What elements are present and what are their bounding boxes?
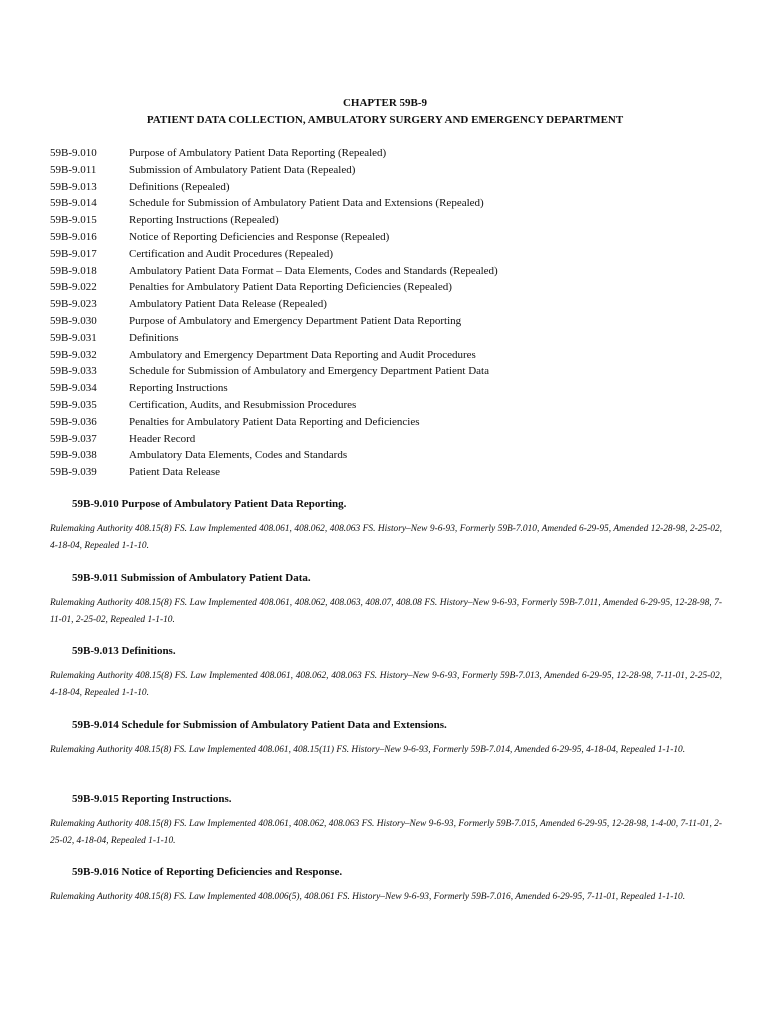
rule-history: Rulemaking Authority 408.15(8) FS. Law Implemented 408.061, 408.062, 408.063, 408.07, 408.08 FS. History–New 9-6-93, Formerly 59B-7.011, Amended 6-29-95, 12-28-98, 7-11-01, 2-25-02, Repealed 1-1-10.: [50, 598, 722, 625]
toc-row: [50, 363, 740, 380]
rule-heading: 59B-9.015 Reporting Instructions.: [72, 793, 232, 805]
toc-rule-title: Ambulatory Data Elements, Codes and Standards: [129, 449, 348, 462]
toc-rule-number: 59B-9.014: [50, 197, 97, 210]
toc-row: [50, 263, 740, 280]
toc-rule-number: 59B-9.016: [50, 230, 97, 243]
toc-rule-title: Definitions (Repealed): [129, 180, 230, 193]
toc-rule-title: Header Record: [129, 432, 196, 445]
toc-rule-number: 59B-9.033: [50, 365, 97, 378]
toc-rule-title: Definitions: [129, 331, 179, 344]
toc-row: [50, 347, 740, 364]
toc-row: [50, 330, 740, 347]
toc-rule-number: 59B-9.018: [50, 264, 97, 277]
toc-rule-number: 59B-9.034: [50, 382, 97, 395]
toc-rule-title: Purpose of Ambulatory Patient Data Reporting (Repealed): [129, 147, 387, 159]
rule-section: [50, 792, 722, 850]
rule-section: [50, 571, 722, 629]
toc-rule-number: 59B-9.039: [50, 466, 97, 479]
toc-row: [50, 229, 740, 246]
toc-rule-title: Schedule for Submission of Ambulatory and Emergency Department Patient Data: [129, 365, 489, 378]
chapter-title: CHAPTER 59B-9: [342, 97, 428, 109]
rule-heading: 59B-9.016 Notice of Reporting Deficiencies and Response.: [72, 866, 343, 878]
toc-rule-number: 59B-9.017: [50, 247, 97, 260]
toc-rule-title: Ambulatory and Emergency Department Data Reporting and Audit Procedures: [129, 348, 476, 361]
toc-row: [50, 279, 740, 296]
toc-row: [50, 179, 740, 196]
toc-row: [50, 212, 740, 229]
toc-row: [50, 414, 740, 431]
rule-section: [50, 718, 722, 759]
toc-row: [50, 397, 740, 414]
toc-rule-number: 59B-9.035: [50, 398, 97, 411]
toc-rule-title: Ambulatory Patient Data Format – Data Elements, Codes and Standards (Repealed): [129, 264, 498, 277]
rule-section: [50, 497, 722, 555]
toc-rule-title: Patient Data Release: [129, 466, 221, 479]
toc-rule-title: Certification and Audit Procedures (Repealed): [129, 247, 334, 260]
rule-heading: 59B-9.013 Definitions.: [72, 645, 176, 657]
rule-section: [50, 644, 722, 702]
toc-rule-title: Penalties for Ambulatory Patient Data Reporting and Deficiencies: [129, 415, 420, 428]
toc-rule-number: 59B-9.011: [50, 163, 97, 176]
toc-rule-title: Ambulatory Patient Data Release (Repealed): [129, 298, 327, 311]
toc-rule-number: 59B-9.032: [50, 348, 97, 361]
toc-row: [50, 380, 740, 397]
toc-row: [50, 296, 740, 313]
toc-row: [50, 195, 740, 212]
toc-row: [50, 246, 740, 263]
toc-rule-number: 59B-9.031: [50, 331, 97, 344]
toc-rule-number: 59B-9.038: [50, 449, 97, 462]
table-of-contents: [50, 145, 740, 481]
toc-rule-number: 59B-9.013: [50, 180, 97, 193]
toc-rule-title: Schedule for Submission of Ambulatory Patient Data and Extensions (Repealed): [129, 197, 484, 210]
toc-rule-number: 59B-9.010: [50, 147, 97, 159]
rule-history: Rulemaking Authority 408.15(8) FS. Law Implemented 408.006(5), 408.061 FS. History–New 9-6-93, Formerly 59B-7.016, Amended 6-29-95, 7-11-01, Repealed 1-1-10.: [50, 892, 686, 902]
toc-row: [50, 162, 740, 179]
toc-row: [50, 464, 740, 481]
rule-heading: 59B-9.014 Schedule for Submission of Ambulatory Patient Data and Extensions.: [72, 719, 447, 731]
toc-rule-number: 59B-9.023: [50, 298, 97, 311]
rule-history: Rulemaking Authority 408.15(8) FS. Law Implemented 408.061, 408.15(11) FS. History–New 9-6-93, Formerly 59B-7.014, Amended 6-29-95, 4-18-04, Repealed 1-1-10.: [50, 745, 686, 755]
toc-rule-title: Purpose of Ambulatory and Emergency Department Patient Data Reporting: [129, 314, 462, 327]
rule-heading: 59B-9.010 Purpose of Ambulatory Patient Data Reporting.: [72, 498, 347, 510]
toc-rule-title: Submission of Ambulatory Patient Data (Repealed): [129, 163, 356, 176]
toc-rule-title: Reporting Instructions: [129, 382, 228, 395]
rule-history: Rulemaking Authority 408.15(8) FS. Law Implemented 408.061, 408.062, 408.063 FS. History–New 9-6-93, Formerly 59B-7.015, Amended 6-29-95, 12-28-98, 1-4-00, 7-11-01, 2-25-02, 4-18-04, Repealed 1-1-10.: [50, 819, 722, 846]
rule-history: Rulemaking Authority 408.15(8) FS. Law Implemented 408.061, 408.062, 408.063 FS. History–New 9-6-93, Formerly 59B-7.010, Amended 6-29-95, Amended 12-28-98, 2-25-02, 4-18-04, Repealed 1-1-10.: [50, 524, 722, 551]
toc-row: [50, 447, 740, 464]
toc-rule-title: Reporting Instructions (Repealed): [129, 214, 279, 227]
toc-row: [50, 313, 740, 330]
toc-rule-title: Notice of Reporting Deficiencies and Response (Repealed): [129, 230, 390, 243]
toc-row: [50, 431, 740, 448]
toc-rule-number: 59B-9.015: [50, 214, 97, 227]
toc-rule-title: Certification, Audits, and Resubmission Procedures: [129, 398, 357, 411]
toc-rule-number: 59B-9.030: [50, 314, 97, 327]
toc-rule-number: 59B-9.037: [50, 432, 97, 445]
toc-rule-number: 59B-9.036: [50, 415, 97, 428]
rule-section: [50, 865, 722, 906]
rule-history: Rulemaking Authority 408.15(8) FS. Law Implemented 408.061, 408.062, 408.063 FS. History–New 9-6-93, Formerly 59B-7.013, Amended 6-29-95, 12-28-98, 7-11-01, 2-25-02, 4-18-04, Repealed 1-1-10.: [50, 671, 722, 698]
toc-rule-title: Penalties for Ambulatory Patient Data Reporting Deficiencies (Repealed): [129, 281, 452, 294]
toc-rule-number: 59B-9.022: [50, 281, 97, 294]
rule-heading: 59B-9.011 Submission of Ambulatory Patient Data.: [72, 572, 311, 584]
chapter-subtitle: PATIENT DATA COLLECTION, AMBULATORY SURGERY AND EMERGENCY DEPARTMENT: [146, 114, 624, 126]
toc-row: [50, 145, 740, 162]
